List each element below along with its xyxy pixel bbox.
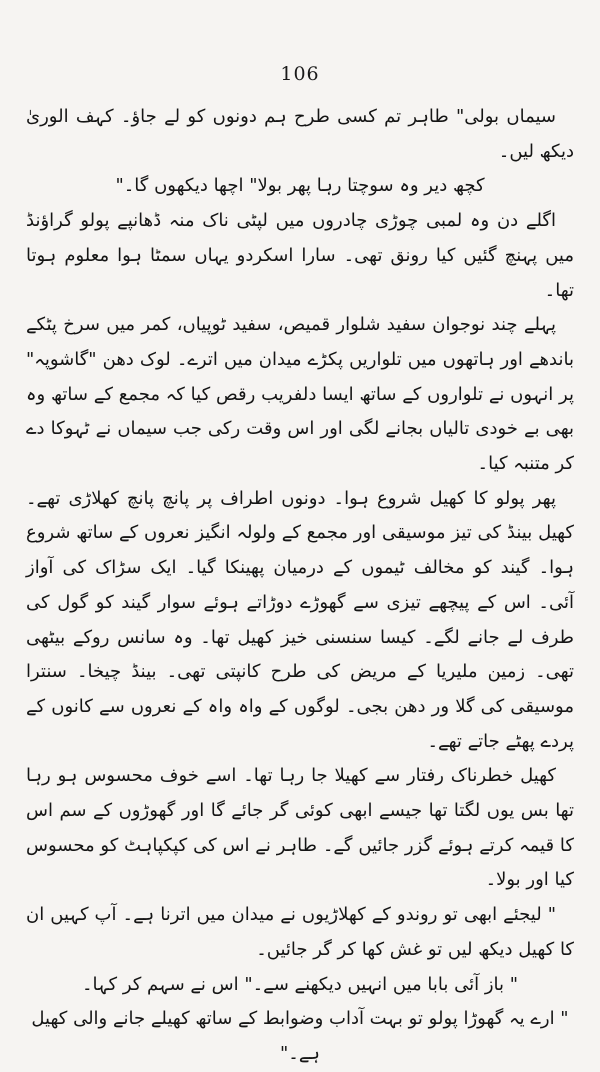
body-text bbox=[26, 100, 574, 1072]
paragraph-5: پھر پولو کا کھیل شروع ہوا۔ دونوں اطراف پر پانچ پانچ کھلاڑی تھے۔ کھیل بینڈ کی تیز موسیقی اور مجمع کے ولولہ انگیز نعروں کے ساتھ شروع ہوا۔ گیند کو مخالف ٹیموں کے درمیان پھینکا گیا۔ ایک سڑاک کی آواز آئی۔ اس کے پیچھے تیزی سے گھوڑے دوڑاتے ہوئے سوار گیند کو گول کی طرف لے جانے لگے۔ کیسا سنسنی خیز کھیل تھا۔ وہ سانس روکے بیٹھی تھی۔ زمین ملیریا کے مریض کی طرح کانپتی تھی۔ بینڈ چیخا۔ سنترا موسیقی کی گلا ور دھن بجی۔ لوگوں کے واہ واہ کے نعروں سے کانوں کے پردے پھٹے جاتے تھے۔ bbox=[26, 487, 574, 752]
paragraph-9: " ارے یہ گھوڑا پولو تو بہت آداب وضوابط کے ساتھ کھیلے جانے والی کھیل ہے۔" bbox=[31, 1008, 569, 1064]
paragraph-3: اگلے دن وہ لمبی چوڑی چادروں میں لپٹی ناک منہ ڈھانپے پولو گراؤنڈ میں پہنچ گئیں کیا رونق تھی۔ سارا اسکردو یہاں سمٹا ہوا معلوم ہوتا تھا۔ bbox=[26, 210, 574, 301]
page-number: 106 bbox=[280, 63, 320, 85]
paragraph-1: سیماں بولی" طاہر تم کسی طرح ہم دونوں کو لے جاؤ۔ کہف الوریٰ دیکھ لیں۔ bbox=[26, 106, 574, 162]
paragraph-2: کچھ دیر وہ سوچتا رہا پھر بولا" اچھا دیکھوں گا۔" bbox=[115, 175, 485, 197]
paragraph-7: " لیجئے ابھی تو روندو کے کھلاڑیوں نے میدان میں اترنا ہے۔ آپ کہیں ان کا کھیل دیکھ لیں تو غش کھا کر گر جائیں۔ bbox=[26, 904, 574, 960]
paragraph-8: " باز آئی بابا میں انہیں دیکھنے سے۔" اس نے سہم کر کہا۔ bbox=[81, 973, 519, 995]
paragraph-6: کھیل خطرناک رفتار سے کھیلا جا رہا تھا۔ اسے خوف محسوس ہو رہا تھا بس یوں لگتا تھا جیسے ابھی کوئی گر جائے گا اور گھوڑوں کے سم اس کا قیمہ کرتے ہوئے گزر جائیں گے۔ طاہر نے اس کی کپکپاہٹ کو محسوس کیا اور بولا۔ bbox=[26, 765, 574, 891]
paragraph-4: پہلے چند نوجوان سفید شلوار قمیص، سفید ٹوپیاں، کمر میں سرخ پٹکے باندھے اور ہاتھوں میں تلواریں پکڑے میدان میں اترے۔ لوک دھن "گاشوپہ" پر انہوں نے تلواروں کے ساتھ ایسا دلفریب رقص کیا کہ مجمع کے ساتھ وہ بھی بے خودی تالیاں بجانے لگی اور اس وقت رکی جب سیماں نے ٹہوکا دے کر متنبہ کیا۔ bbox=[26, 314, 574, 475]
